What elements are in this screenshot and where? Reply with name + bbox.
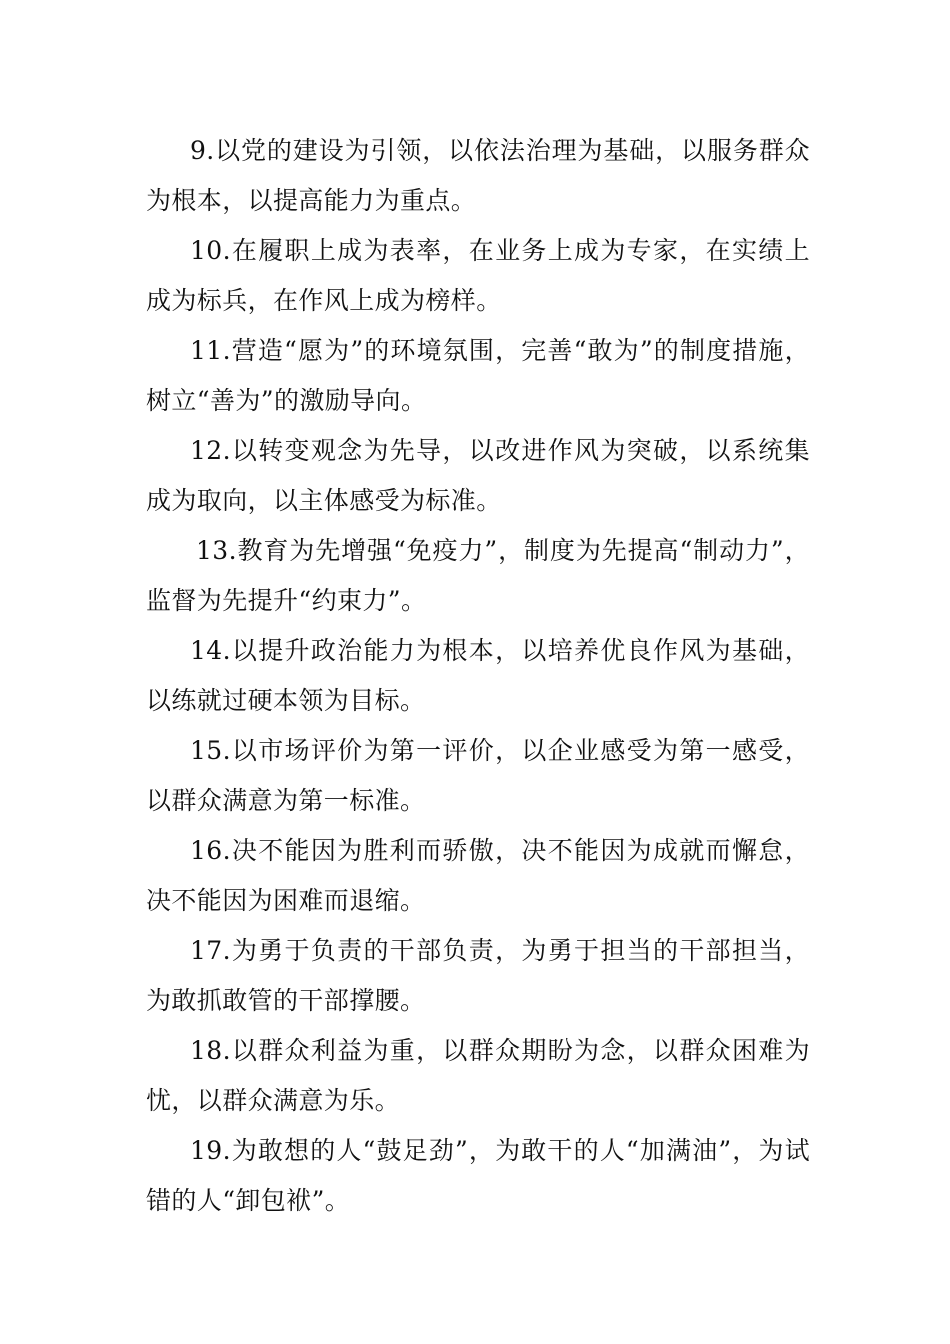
paragraph-10: 10.在履职上成为表率，在业务上成为专家，在实绩上成为标兵，在作风上成为榜样。 bbox=[146, 236, 810, 315]
paragraph-17: 17.为勇于负责的干部负责，为勇于担当的干部担当，为敢抓敢管的干部撑腰。 bbox=[146, 936, 810, 1015]
paragraph-12: 12.以转变观念为先导，以改进作风为突破，以系统集成为取向，以主体感受为标准。 bbox=[146, 436, 810, 515]
paragraph-19: 19.为敢想的人“鼓足劲”，为敢干的人“加满油”，为试错的人“卸包袱”。 bbox=[146, 1136, 810, 1215]
paragraph-13: 13.教育为先增强“免疫力”，制度为先提高“制动力”，监督为先提升“约束力”。 bbox=[146, 536, 810, 615]
paragraph-11: 11.营造“愿为”的环境氛围，完善“敢为”的制度措施，树立“善为”的激励导向。 bbox=[146, 336, 810, 415]
paragraph-9: 9.以党的建设为引领，以依法治理为基础，以服务群众为根本，以提高能力为重点。 bbox=[146, 136, 810, 215]
paragraph-18: 18.以群众利益为重，以群众期盼为念，以群众困难为忧，以群众满意为乐。 bbox=[146, 1036, 810, 1115]
paragraph-14: 14.以提升政治能力为根本，以培养优良作风为基础，以练就过硬本领为目标。 bbox=[146, 636, 810, 715]
paragraph-15: 15.以市场评价为第一评价，以企业感受为第一感受，以群众满意为第一标准。 bbox=[146, 736, 810, 815]
document-body bbox=[146, 126, 810, 1226]
paragraph-16: 16.决不能因为胜利而骄傲，决不能因为成就而懈怠，决不能因为困难而退缩。 bbox=[146, 836, 810, 915]
